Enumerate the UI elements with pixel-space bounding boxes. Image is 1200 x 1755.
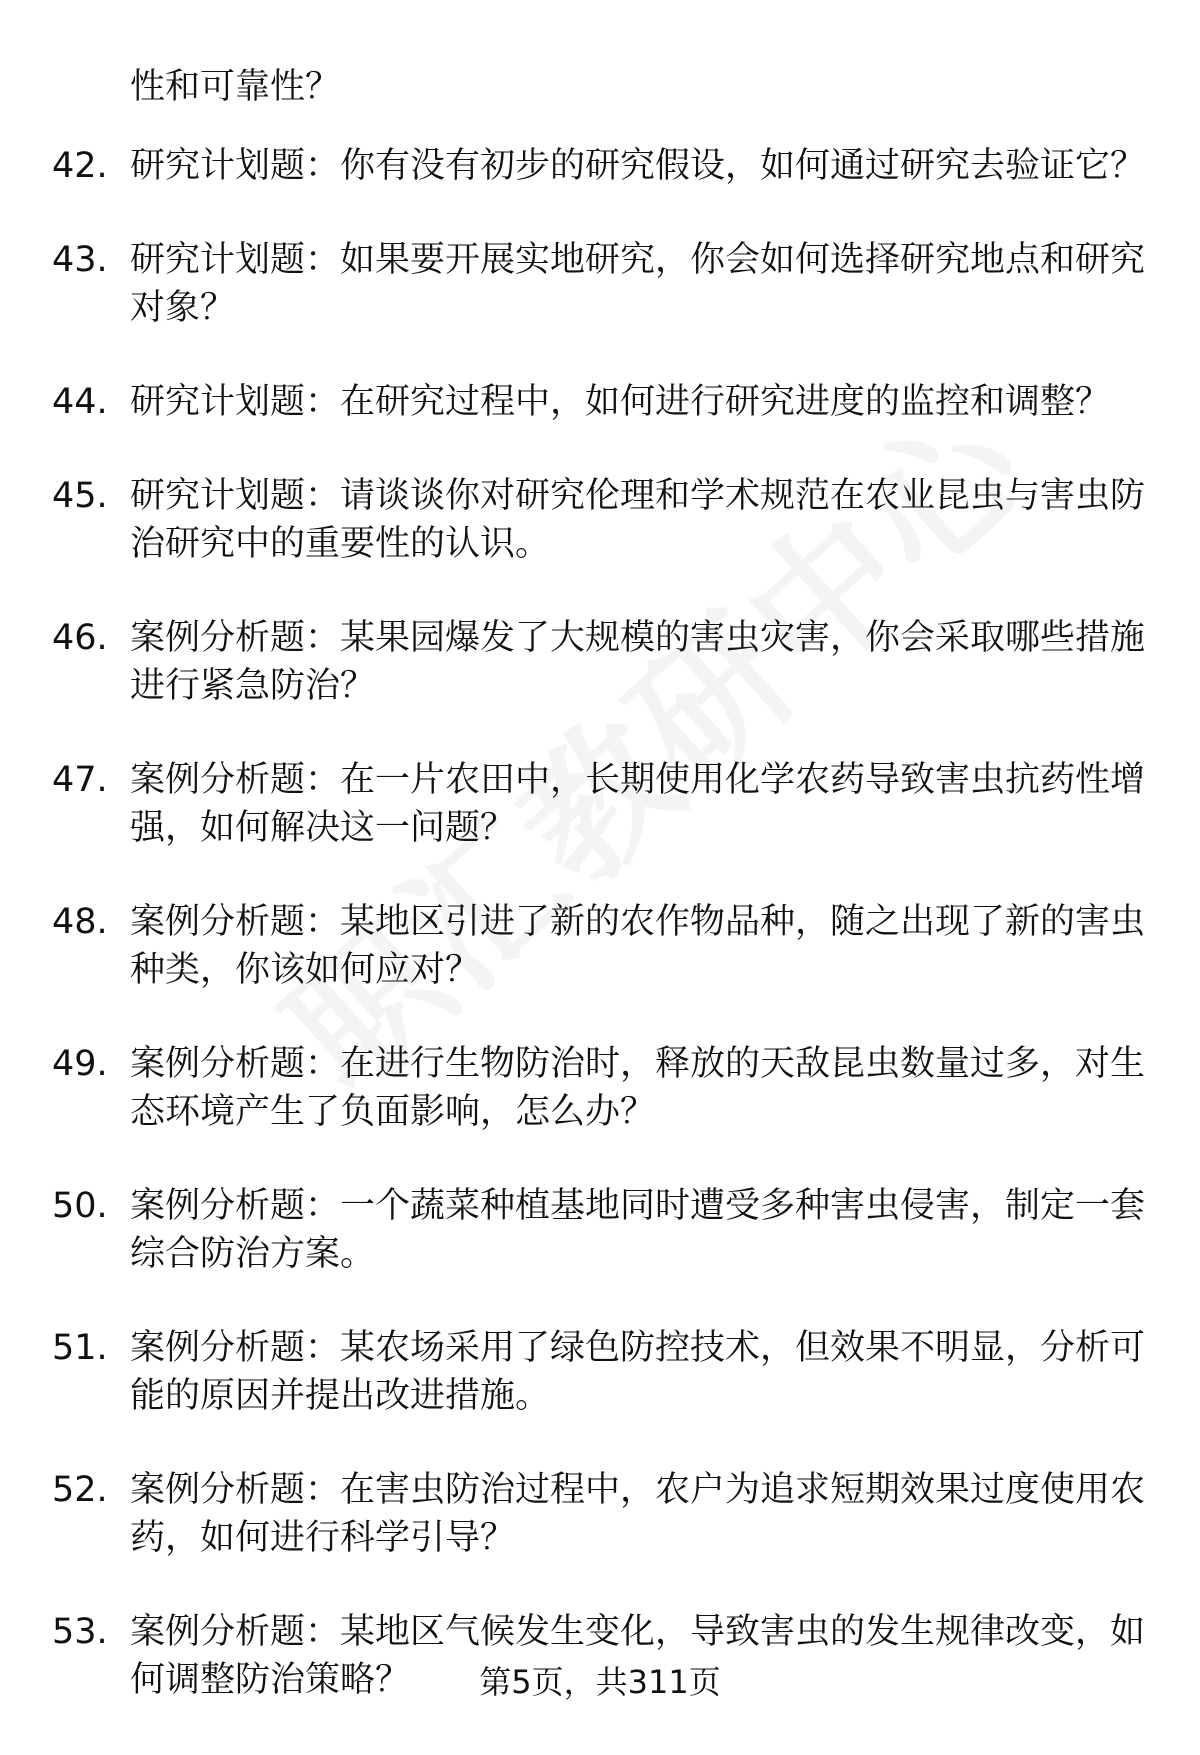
continuation-text: 性和可靠性？ <box>130 67 341 107</box>
question-number: 42. <box>52 146 108 186</box>
question-text: 研究计划题：如果要开展实地研究，你会如何选择研究地点和研究对象？ <box>130 240 1146 328</box>
question-text: 研究计划题：请谈谈你对研究伦理和学术规范在农业昆虫与害虫防治研究中的重要性的认识。 <box>130 476 1146 564</box>
question-text: 案例分析题：某果园爆发了大规模的害虫灾害，你会采取哪些措施进行紧急防治？ <box>130 618 1146 706</box>
question-text: 案例分析题：在一片农田中，长期使用化学农药导致害虫抗药性增强，如何解决这一问题？ <box>130 760 1146 848</box>
list-item <box>52 378 1152 426</box>
question-number: 43. <box>52 240 108 280</box>
page-footer: 第5页，共311页 <box>479 1663 721 1701</box>
list-item <box>52 472 1152 568</box>
question-text: 案例分析题：在进行生物防治时，释放的天敌昆虫数量过多，对生态环境产生了负面影响，怎么办？ <box>130 1044 1146 1132</box>
list-item <box>52 614 1152 710</box>
question-text: 研究计划题：你有没有初步的研究假设，如何通过研究去验证它？ <box>130 146 1146 186</box>
list-item <box>52 236 1152 332</box>
question-text: 案例分析题：一个蔬菜种植基地同时遭受多种害虫侵害，制定一套综合防治方案。 <box>130 1186 1146 1274</box>
list-item <box>52 756 1152 852</box>
question-number: 44. <box>52 382 108 422</box>
list-item <box>52 142 1152 190</box>
question-text: 案例分析题：某农场采用了绿色防控技术，但效果不明显，分析可能的原因并提出改进措施。 <box>130 1328 1146 1416</box>
question-text: 案例分析题：某地区引进了新的农作物品种，随之出现了新的害虫种类，你该如何应对？ <box>130 902 1146 990</box>
list-item <box>52 1324 1152 1420</box>
question-text: 案例分析题：某地区气候发生变化，导致害虫的发生规律改变，如何调整防治策略？ <box>130 1612 1146 1700</box>
question-number: 46. <box>52 618 108 658</box>
question-text: 研究计划题：在研究过程中，如何进行研究进度的监控和调整？ <box>130 382 1111 422</box>
question-number: 53. <box>52 1612 108 1652</box>
question-number: 45. <box>52 476 108 516</box>
question-number: 49. <box>52 1044 108 1084</box>
list-item <box>52 898 1152 994</box>
list-item <box>52 1182 1152 1278</box>
list-item <box>52 1466 1152 1562</box>
question-number: 48. <box>52 902 108 942</box>
question-number: 52. <box>52 1470 108 1510</box>
list-item <box>52 1040 1152 1136</box>
question-number: 50. <box>52 1186 108 1226</box>
question-list <box>52 142 1152 1750</box>
question-number: 51. <box>52 1328 108 1368</box>
question-number: 47. <box>52 760 108 800</box>
question-text: 案例分析题：在害虫防治过程中，农户为追求短期效果过度使用农药，如何进行科学引导？ <box>130 1470 1146 1558</box>
